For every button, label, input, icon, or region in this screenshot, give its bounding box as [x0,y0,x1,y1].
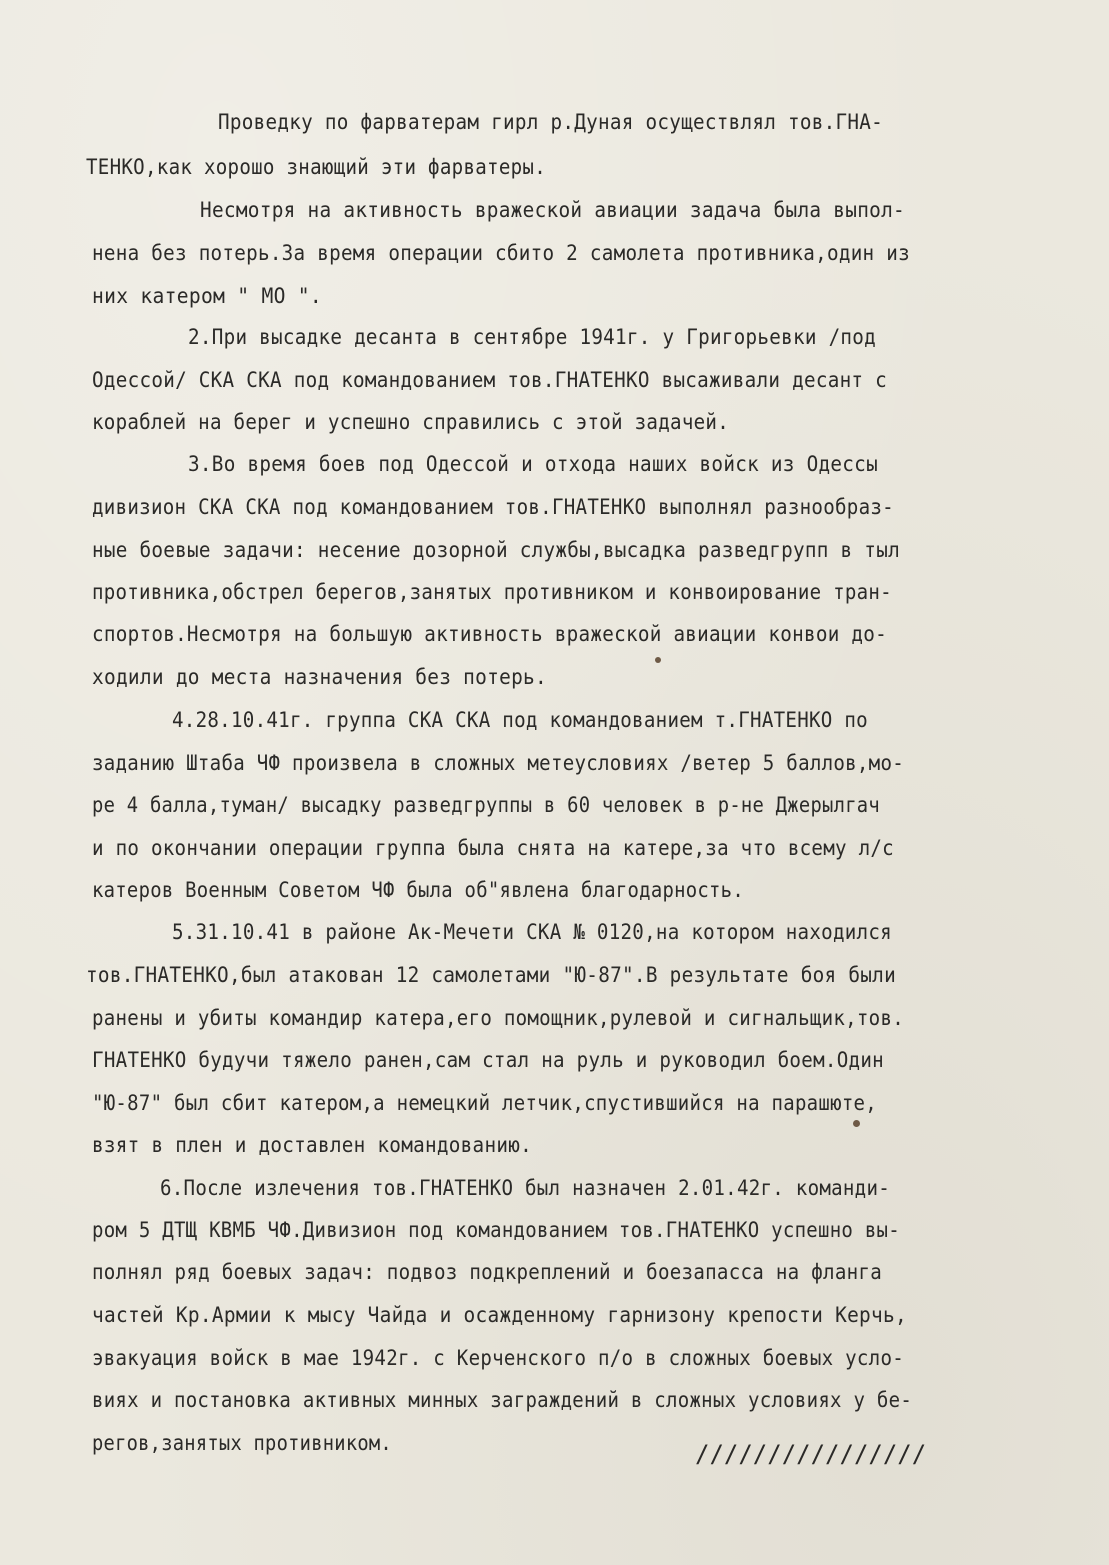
text-line: эвакуация войск в мае 1942г. с Керченского п/о в сложных боевых усло- [92,1346,904,1370]
text-line: "Ю-87" был сбит катером,а немецкий летчик,спустившийся на парашюте, [92,1091,877,1115]
text-line: нена без потерь.За время операции сбито 2 самолета противника,один из [92,241,910,265]
text-line: ходили до места назначения без потерь. [92,665,548,689]
text-line: ГНАТЕНКО будучи тяжело ранен,сам стал на руль и руководил боем.Один [92,1048,885,1072]
text-line: 4.28.10.41г. группа СКА СКА под командованием т.ГНАТЕНКО по [172,708,868,732]
text-line: 5.31.10.41 в районе Ак-Мечети СКА № 0120,на котором находился [172,920,892,944]
text-line: противника,обстрел берегов,занятых противником и конвоирование тран- [92,580,892,604]
text-line: ре 4 балла,туман/ высадку разведгруппы в 60 человек в р-не Джерылгач [92,793,880,817]
text-line: них катером " МО ". [92,284,323,308]
text-line: заданию Штаба ЧФ произвела в сложных метеусловиях /ветер 5 баллов,мо- [92,751,904,775]
text-line: полнял ряд боевых задач: подвоз подкреплений и боезапасса на фланга [92,1260,883,1284]
text-line: Несмотря на активность вражеской авиации задача была выпол- [200,198,905,222]
text-line: виях и постановка активных минных заграждений в сложных условиях у бе- [92,1388,913,1412]
text-line: ром 5 ДТЩ КВМБ ЧФ.Дивизион под командованием тов.ГНАТЕНКО успешно вы- [92,1218,900,1242]
text-line: ТЕНКО,как хорошо знающий эти фарватеры. [86,155,547,179]
end-mark: //////////////// [695,1440,927,1468]
text-line: и по окончании операции группа была снята на катере,за что всему л/с [92,836,894,860]
text-line: частей Кр.Армии к мысу Чайда и осажденному гарнизону крепости Керчь, [92,1303,908,1327]
text-line: Проведку по фарватерам гирл р.Дуная осуществлял тов.ГНА- [218,110,884,134]
ink-spot [853,1120,860,1127]
text-line: дивизион СКА СКА под командованием тов.ГНАТЕНКО выполнял разнообраз- [92,495,894,519]
text-line: спортов.Несмотря на большую активность вражеской авиации конвои до- [92,622,888,646]
text-line: взят в плен и доставлен командованию. [92,1133,533,1157]
text-line: кораблей на берег и успешно справились с этой задачей. [92,410,730,434]
text-line: тов.ГНАТЕНКО,был атакован 12 самолетами "Ю-87".В результате боя были [86,963,896,987]
text-line: Одессой/ СКА СКА под командованием тов.ГНАТЕНКО высаживали десант с [92,368,888,392]
text-line: 6.После излечения тов.ГНАТЕНКО был назначен 2.01.42г. команди- [160,1176,891,1200]
text-line: регов,занятых противником. [92,1431,392,1455]
text-line: ные боевые задачи: несение дозорной службы,высадка разведгрупп в тыл [92,538,900,562]
ink-spot [655,657,661,663]
text-line: 3.Во время боев под Одессой и отхода наших войск из Одессы [188,452,878,476]
text-line: 2.При высадке десанта в сентябре 1941г. у Григорьевки /под [188,325,877,349]
text-line: ранены и убиты командир катера,его помощник,рулевой и сигнальщик,тов. [92,1006,904,1030]
text-line: катеров Военным Советом ЧФ была об"явлена благодарность. [92,878,744,902]
